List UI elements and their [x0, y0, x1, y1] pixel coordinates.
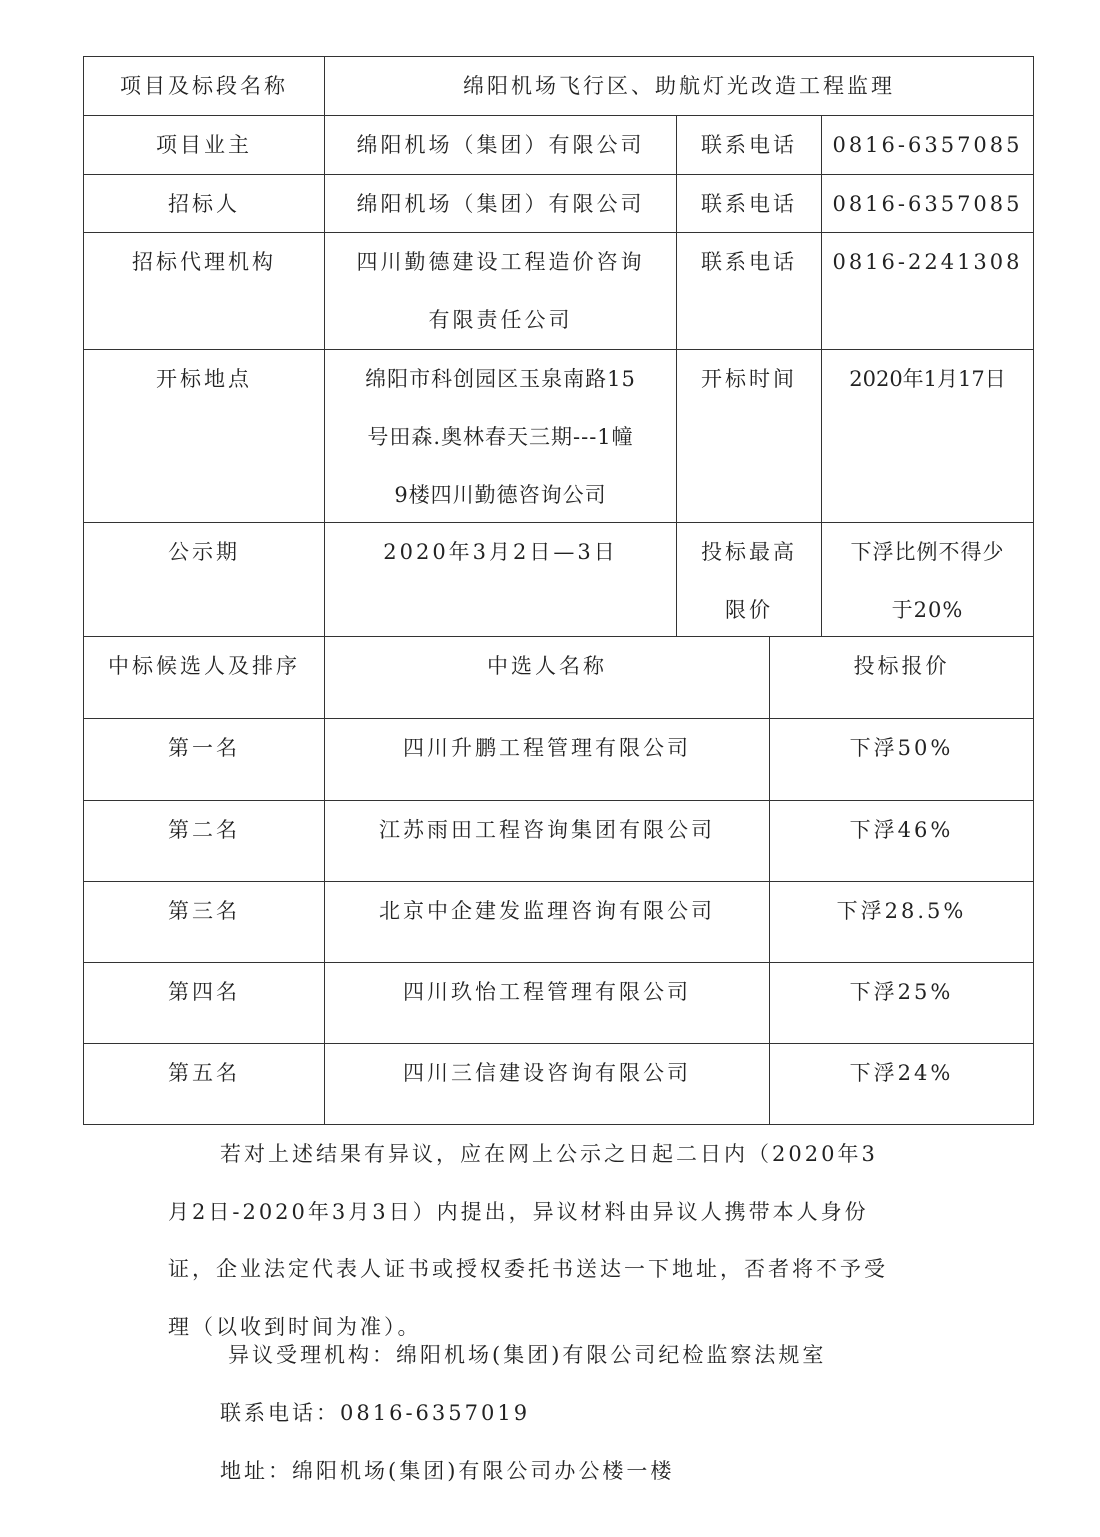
rank: 第五名: [168, 1061, 240, 1085]
name-cell: [324, 1043, 770, 1125]
project-label-cell: [83, 56, 325, 116]
max-price-label-cell: [676, 522, 822, 637]
objection-phone: 联系电话：0816-6357019: [220, 1401, 531, 1425]
rank: 第三名: [168, 899, 240, 923]
value: 绵阳机场飞行区、助航灯光改造工程监理: [463, 74, 895, 98]
label: 联系电话: [701, 250, 797, 274]
notice-line: 月2日-2020年3月3日）内提出，异议材料由异议人携带本人身份: [168, 1200, 869, 1224]
open-time-label-cell: [676, 349, 822, 523]
agency-phone-cell: [821, 232, 1034, 350]
name: 四川三信建设咨询有限公司: [403, 1061, 691, 1085]
bid: 下浮46%: [849, 818, 954, 842]
bid-cell: [769, 962, 1034, 1044]
label: 联系电话: [701, 133, 797, 157]
rank-cell: [83, 881, 325, 963]
value-line: 于20%: [891, 598, 964, 622]
label: 公示期: [168, 540, 240, 564]
value: 2020年1月17日: [849, 367, 1006, 391]
header-text: 中选人名称: [487, 654, 607, 678]
agency-value-cell: [324, 232, 677, 350]
value: 0816-6357085: [832, 192, 1023, 216]
value: 0816-2241308: [832, 250, 1023, 274]
tenderer-value-cell: [324, 174, 677, 233]
bid-cell: [769, 881, 1034, 963]
owner-phone-label-cell: [676, 115, 822, 175]
rank: 第一名: [168, 736, 240, 760]
project-value-cell: [324, 56, 1034, 116]
name-cell: [324, 881, 770, 963]
header-rank: [83, 636, 325, 719]
owner-label-cell: [83, 115, 325, 175]
venue-label-cell: [83, 349, 325, 523]
value-line: 四川勤德建设工程造价咨询: [356, 250, 645, 274]
agency-label-cell: [83, 232, 325, 350]
rank-cell: [83, 1043, 325, 1125]
period-label-cell: [83, 522, 325, 637]
value: 2020年3月2日—3日: [383, 540, 618, 564]
open-time-cell: [821, 349, 1034, 523]
value-line: 9楼四川勤德咨询公司: [394, 483, 607, 507]
name-cell: [324, 962, 770, 1044]
bid: 下浮28.5%: [836, 899, 967, 923]
name-cell: [324, 800, 770, 882]
objection-agency: 异议受理机构：绵阳机场(集团)有限公司纪检监察法规室: [228, 1343, 827, 1367]
value: 绵阳机场（集团）有限公司: [356, 133, 645, 157]
label-line: 限价: [725, 598, 773, 622]
header-text: 中标候选人及排序: [108, 654, 300, 678]
tenderer-phone-cell: [821, 174, 1034, 233]
bid-cell: [769, 718, 1034, 801]
tenderer-label-cell: [83, 174, 325, 233]
rank: 第四名: [168, 980, 240, 1004]
label-line: 投标最高: [701, 540, 797, 564]
rank: 第二名: [168, 818, 240, 842]
name-cell: [324, 718, 770, 801]
rank-cell: [83, 800, 325, 882]
label: 项目业主: [156, 133, 252, 157]
rank-cell: [83, 718, 325, 801]
label: 项目及标段名称: [120, 74, 288, 98]
venue-value-cell: [324, 349, 677, 523]
label: 招标人: [168, 192, 240, 216]
bid-cell: [769, 800, 1034, 882]
notice-line: 若对上述结果有异议，应在网上公示之日起二日内（2020年3: [220, 1142, 878, 1166]
period-value-cell: [324, 522, 677, 637]
bid: 下浮50%: [849, 736, 954, 760]
label: 招标代理机构: [132, 250, 276, 274]
agency-phone-label-cell: [676, 232, 822, 350]
rank-cell: [83, 962, 325, 1044]
tenderer-phone-label-cell: [676, 174, 822, 233]
bid-cell: [769, 1043, 1034, 1125]
value-line: 有限责任公司: [428, 308, 573, 332]
header-name: [324, 636, 770, 719]
label: 开标时间: [701, 367, 797, 391]
bid: 下浮24%: [849, 1061, 954, 1085]
name: 四川升鹏工程管理有限公司: [403, 736, 691, 760]
header-bid: [769, 636, 1034, 719]
label: 联系电话: [701, 192, 797, 216]
label: 开标地点: [156, 367, 252, 391]
objection-address: 地址：绵阳机场(集团)有限公司办公楼一楼: [220, 1459, 675, 1483]
header-text: 投标报价: [853, 654, 950, 678]
value: 0816-6357085: [832, 133, 1023, 157]
value-line: 号田森.奥林春天三期---1幢: [367, 425, 634, 449]
owner-phone-cell: [821, 115, 1034, 175]
name: 四川玖怡工程管理有限公司: [403, 980, 691, 1004]
notice-line: 证，企业法定代表人证书或授权委托书送达一下地址，否者将不予受: [168, 1257, 888, 1281]
value-line: 绵阳市科创园区玉泉南路15: [365, 367, 636, 391]
notice-line: 理（以收到时间为准）。: [168, 1315, 422, 1339]
bid: 下浮25%: [849, 980, 954, 1004]
value: 绵阳机场（集团）有限公司: [356, 192, 645, 216]
max-price-value-cell: [821, 522, 1034, 637]
value-line: 下浮比例不得少: [850, 540, 1005, 564]
name: 北京中企建发监理咨询有限公司: [379, 899, 715, 923]
name: 江苏雨田工程咨询集团有限公司: [379, 818, 715, 842]
owner-value-cell: [324, 115, 677, 175]
